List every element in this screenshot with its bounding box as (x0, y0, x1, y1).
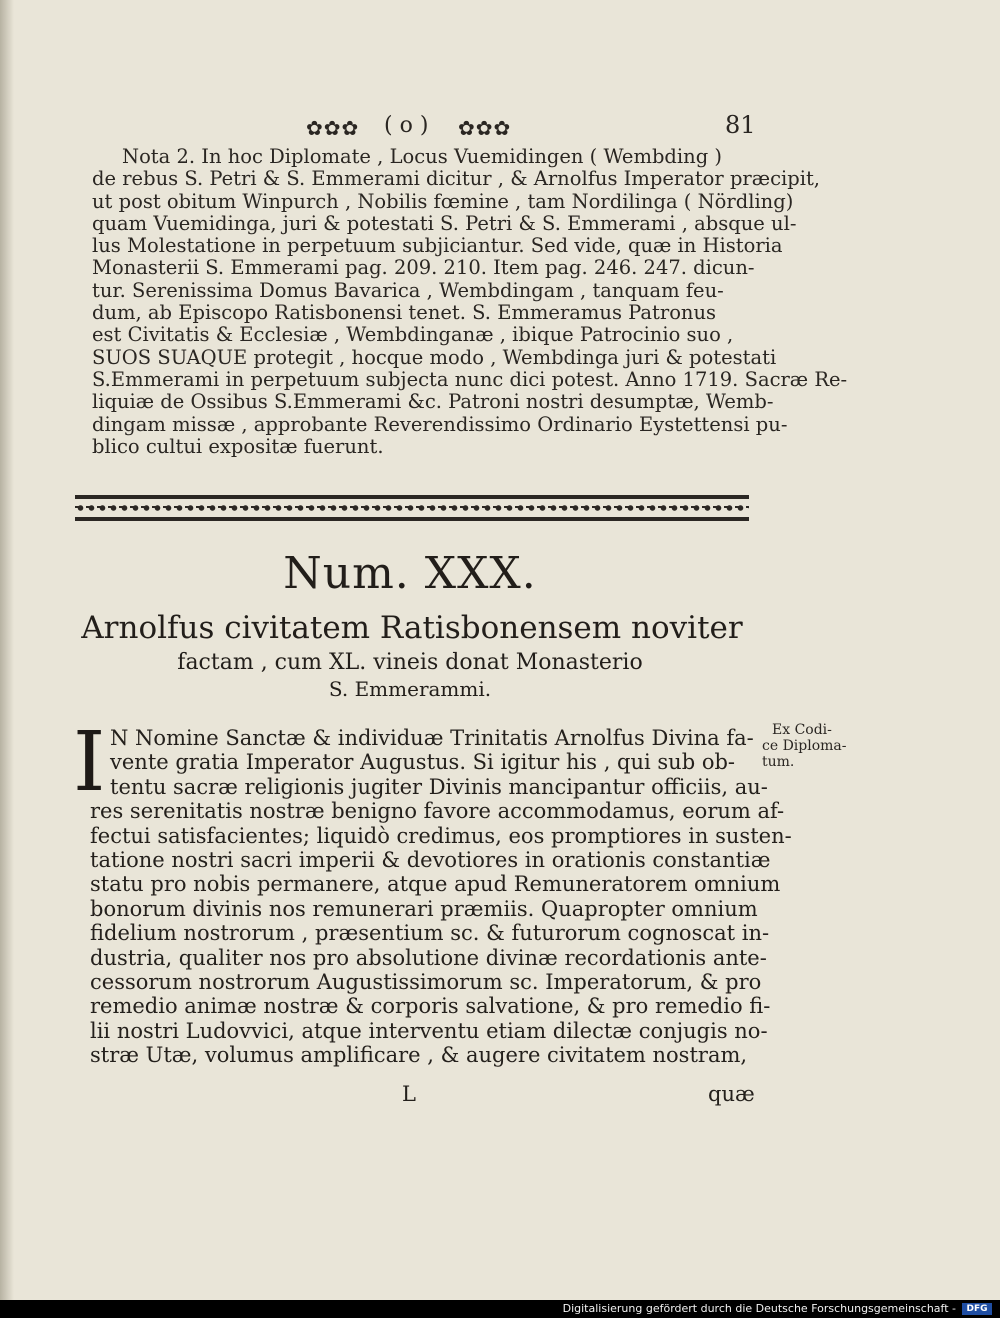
body-line: fectui satisfacientes; liquidò credimus, eos promptiores in susten- (90, 823, 792, 848)
body-line: fidelium nostrorum , præsentium sc. & futurorum cognoscat in- (90, 921, 770, 946)
note-line: est Civitatis & Ecclesiæ , Wembdinganæ , ibique Patrocinio suo , (92, 323, 734, 347)
page-number: 81 (725, 111, 756, 139)
body-line: cessorum nostrorum Augustissimorum sc. Imperatorum, & pro (90, 970, 762, 995)
note-line: Monasterii S. Emmerami pag. 209. 210. Item pag. 246. 247. dicun- (92, 256, 755, 280)
catchword: quæ (708, 1082, 755, 1106)
margin-note-line: Ex Codi- (772, 722, 832, 738)
body-line: tatione nostri sacri imperii & devotiores in orationis constantiæ (90, 848, 771, 873)
margin-note (762, 722, 852, 770)
ornament-right-icon: ✿✿✿ (458, 116, 512, 140)
document-heading-line-3: S. Emmerammi. (328, 677, 492, 701)
body-line: stræ Utæ, volumus amplificare , & augere civitatem nostram, (90, 1043, 748, 1068)
body-line: res serenitatis nostræ benigno favore accommodamus, eorum af- (90, 799, 785, 824)
note-line: quam Vuemidinga, juri & potestati S. Petri & S. Emmerami , absque ul- (92, 211, 797, 235)
dfg-logo-icon: DFG (962, 1303, 992, 1315)
body-line: tentu sacræ religionis jugiter Divinis mancipantur officiis, au- (110, 774, 768, 799)
note-line: Nota 2. In hoc Diplomate , Locus Vuemidingen ( Wembding ) (122, 145, 722, 168)
margin-note-line: tum. (762, 754, 795, 770)
note-line: lus Molestatione in perpetuum subjiciantur. Sed vide, quæ in Historia (92, 234, 783, 258)
ornament-left-icon: ✿✿✿ (306, 116, 360, 140)
note-line: ut post obitum Winpurch , Nobilis fœmine , tam Nordilinga ( Nördling) (92, 189, 794, 213)
note-line: dingam missæ , approbante Reverendissimo Ordinario Eystettensi pu- (92, 412, 788, 436)
page-header (300, 111, 756, 143)
document-number-title: Num. XXX. (283, 548, 537, 599)
body-line: dustria, qualiter nos pro absolutione divinæ recordationis ante- (90, 945, 767, 970)
document-heading-line-1: Arnolfus civitatem Ratisbonensem noviter (81, 610, 743, 646)
header-center: ( o ) (384, 113, 429, 138)
note-line: tur. Serenissima Domus Bavarica , Wembdingam , tanquam feu- (92, 278, 724, 302)
signature-mark: L (402, 1082, 416, 1106)
note-line: de rebus S. Petri & S. Emmerami dicitur , & Arnolfus Imperator præcipit, (92, 167, 820, 191)
note-line: dum, ab Episcopo Ratisbonensi tenet. S. Emmeramus Patronus (92, 301, 717, 325)
footnote-block (92, 145, 848, 458)
body-line: vente gratia Imperator Augustus. Si igitur his , qui sub ob- (110, 750, 736, 775)
body-line: remedio animæ nostræ & corporis salvatione, & pro remedio fi- (90, 994, 771, 1019)
ornamental-rule (75, 495, 749, 521)
drop-cap: I (73, 715, 106, 810)
body-line: bonorum divinis nos remunerari præmiis. Quapropter omnium (90, 896, 758, 921)
note-line: SUOS SUAQUE protegit , hocque modo , Wembdinga juri & potestati (92, 345, 777, 369)
body-line: N Nomine Sanctæ & individuæ Trinitatis Arnolfus Divina fa- (110, 726, 754, 750)
footer-credit: Digitalisierung gefördert durch die Deutsche Forschungsgemeinschaft - (562, 1302, 956, 1315)
document-heading-line-2: factam , cum XL. vineis donat Monasterio (177, 650, 643, 675)
body-line: lii nostri Ludovvici, atque interventu etiam dilectæ conjugis no- (90, 1018, 768, 1043)
note-line: liquiæ de Ossibus S.Emmerami &c. Patroni nostri desumptæ, Wemb- (92, 390, 774, 414)
note-line: S.Emmerami in perpetuum subjecta nunc dici potest. Anno 1719. Sacræ Re- (92, 367, 848, 391)
body-line: statu pro nobis permanere, atque apud Remuneratorem omnium (90, 872, 781, 897)
margin-note-line: ce Diploma- (762, 738, 847, 754)
note-line: blico cultui expositæ fuerunt. (92, 434, 384, 458)
